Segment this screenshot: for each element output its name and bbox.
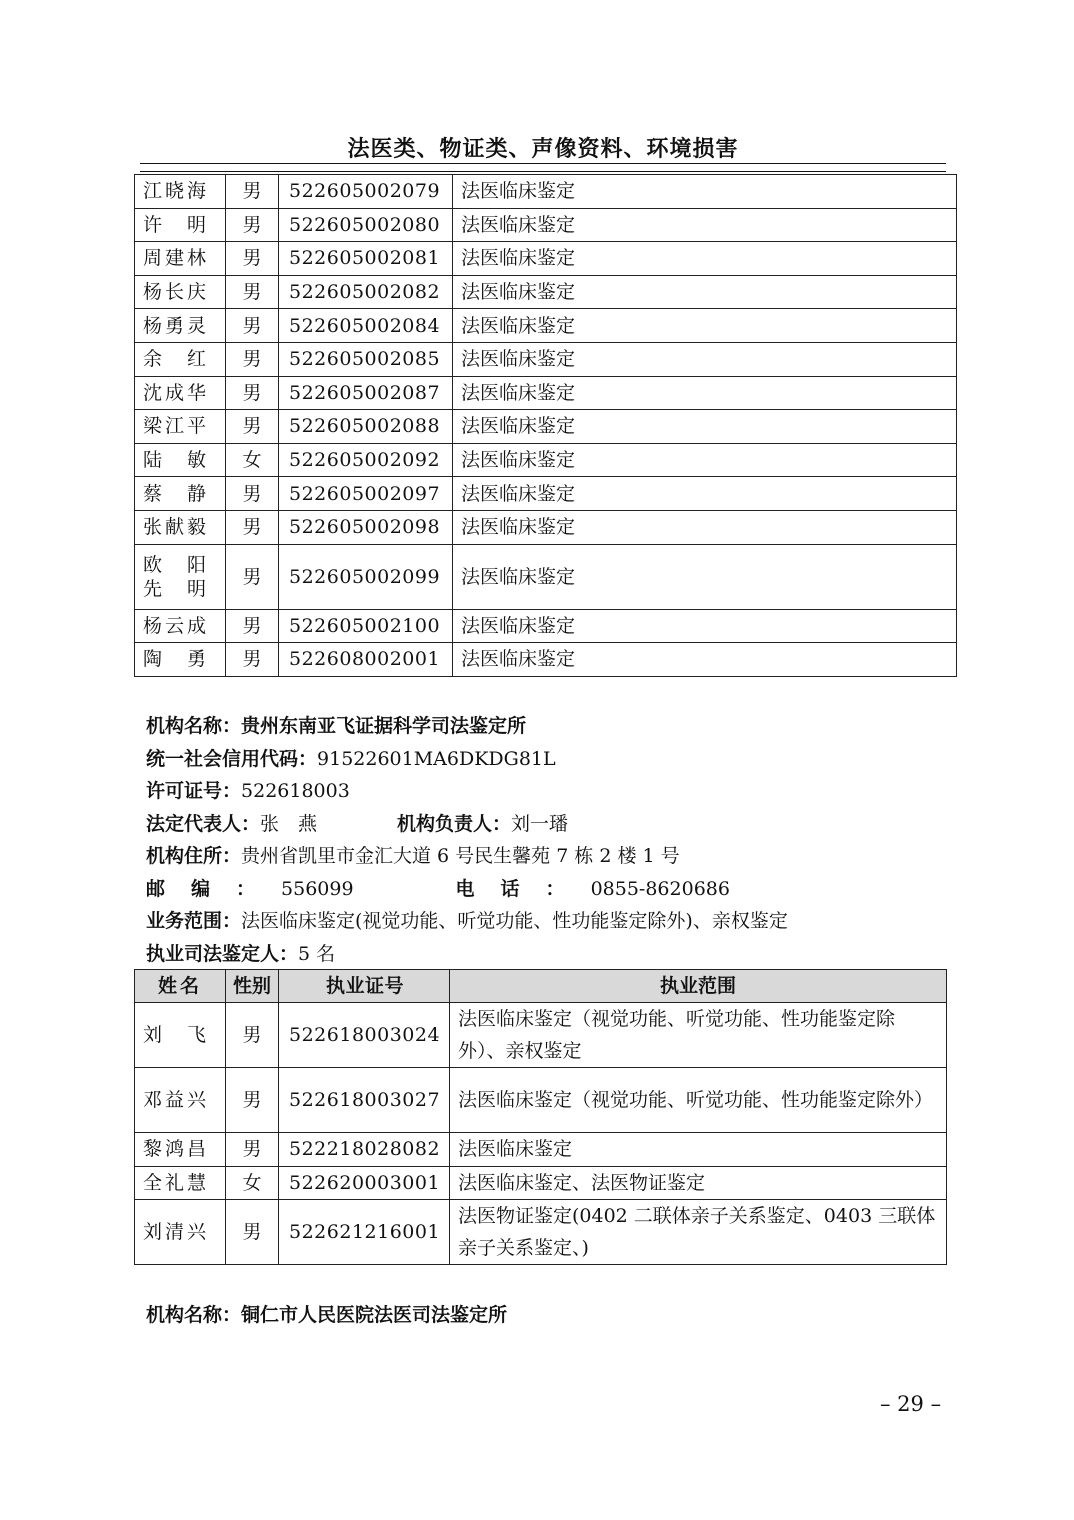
cell-cert: 522618003027 bbox=[279, 1068, 450, 1133]
cell-name: 江晓海 bbox=[135, 175, 226, 209]
cell-gender: 男 bbox=[226, 609, 279, 643]
cell-name: 邓益兴 bbox=[135, 1068, 226, 1133]
cell-name: 黎鸿昌 bbox=[135, 1133, 226, 1167]
cell-name: 陶 勇 bbox=[135, 643, 226, 677]
appraisers-count-line bbox=[146, 938, 966, 971]
cell-gender: 男 bbox=[226, 309, 279, 343]
cell-scope: 法医临床鉴定 bbox=[453, 477, 957, 511]
credit-code-line bbox=[146, 743, 966, 776]
table-row bbox=[135, 242, 957, 276]
cell-cert: 522605002082 bbox=[279, 275, 453, 309]
cell-scope: 法医临床鉴定 bbox=[453, 643, 957, 677]
credit-code: 91522601MA6DKDG81L bbox=[317, 747, 556, 770]
table-row bbox=[135, 609, 957, 643]
business-scope: 法医临床鉴定(视觉功能、听觉功能、性功能鉴定除外)、亲权鉴定 bbox=[241, 910, 788, 932]
cell-gender: 男 bbox=[226, 643, 279, 677]
cell-name: 全礼慧 bbox=[135, 1166, 226, 1200]
cell-cert: 522605002081 bbox=[279, 242, 453, 276]
cell-scope: 法医临床鉴定、法医物证鉴定 bbox=[450, 1166, 947, 1200]
cell-cert: 522621216001 bbox=[279, 1200, 450, 1265]
table-row bbox=[135, 410, 957, 444]
cell-cert: 522605002087 bbox=[279, 376, 453, 410]
cell-cert: 522605002100 bbox=[279, 609, 453, 643]
license-number: 522618003 bbox=[241, 780, 350, 802]
page-number: – 29 – bbox=[880, 1392, 942, 1416]
table-row bbox=[135, 275, 957, 309]
cell-gender: 男 bbox=[226, 477, 279, 511]
cell-cert: 522605002099 bbox=[279, 544, 453, 609]
cell-cert: 522605002088 bbox=[279, 410, 453, 444]
cell-gender: 男 bbox=[226, 1133, 279, 1167]
cell-name: 刘 飞 bbox=[135, 1003, 226, 1068]
cell-scope: 法医临床鉴定 bbox=[453, 510, 957, 544]
cell-cert: 522605002097 bbox=[279, 477, 453, 511]
header-rule-top bbox=[140, 163, 946, 164]
cell-gender: 女 bbox=[226, 1166, 279, 1200]
cell-cert: 522218028082 bbox=[279, 1133, 450, 1167]
cell-gender: 男 bbox=[226, 208, 279, 242]
head-label: 机构负责人： bbox=[397, 812, 512, 835]
cell-cert: 522605002084 bbox=[279, 309, 453, 343]
cell-gender: 男 bbox=[226, 1200, 279, 1265]
cell-cert: 522605002080 bbox=[279, 208, 453, 242]
credit-code-label: 统一社会信用代码： bbox=[146, 747, 318, 770]
cell-gender: 男 bbox=[226, 242, 279, 276]
appraisers-count: 5 名 bbox=[298, 942, 336, 965]
cell-gender: 男 bbox=[226, 1003, 279, 1068]
cell-name: 许 明 bbox=[135, 208, 226, 242]
appraiser-table-continued bbox=[134, 174, 957, 677]
cell-scope: 法医临床鉴定 bbox=[450, 1133, 947, 1167]
cell-scope: 法医临床鉴定 bbox=[453, 275, 957, 309]
cell-scope: 法医临床鉴定 bbox=[453, 443, 957, 477]
cell-cert: 522605002098 bbox=[279, 510, 453, 544]
address-label: 机构住所： bbox=[146, 845, 242, 867]
postcode: 556099 bbox=[281, 877, 354, 900]
column-header-scope: 执业范围 bbox=[450, 970, 947, 1003]
cell-gender: 男 bbox=[226, 410, 279, 444]
table-row bbox=[135, 1166, 947, 1200]
legal-rep-label: 法定代表人： bbox=[146, 812, 261, 835]
phone: 0855-8620686 bbox=[590, 877, 730, 900]
cell-gender: 男 bbox=[226, 510, 279, 544]
legal-rep: 张 燕 bbox=[260, 812, 318, 835]
cell-gender: 男 bbox=[226, 275, 279, 309]
institution-name-label: 机构名称： bbox=[146, 715, 242, 737]
cell-name: 蔡 静 bbox=[135, 477, 226, 511]
business-scope-line bbox=[146, 905, 966, 938]
table-row bbox=[135, 643, 957, 677]
cell-scope: 法医临床鉴定 bbox=[453, 208, 957, 242]
table-row bbox=[135, 1133, 947, 1167]
contact-line bbox=[146, 873, 966, 906]
cell-name: 杨勇灵 bbox=[135, 309, 226, 343]
cell-gender: 男 bbox=[226, 342, 279, 376]
next-institution-name: 铜仁市人民医院法医司法鉴定所 bbox=[241, 1304, 508, 1326]
column-header-gender: 性别 bbox=[226, 970, 279, 1003]
cell-gender: 男 bbox=[226, 376, 279, 410]
table-row bbox=[135, 477, 957, 511]
license-label: 许可证号： bbox=[146, 780, 242, 802]
cell-scope: 法医临床鉴定 bbox=[453, 410, 957, 444]
license-line bbox=[146, 775, 966, 808]
head-name: 刘一璠 bbox=[511, 812, 569, 835]
cell-name: 张献毅 bbox=[135, 510, 226, 544]
cell-cert: 522605002092 bbox=[279, 443, 453, 477]
cell-name bbox=[135, 544, 226, 609]
cell-name: 梁江平 bbox=[135, 410, 226, 444]
cell-name: 杨长庆 bbox=[135, 275, 226, 309]
table-row bbox=[135, 443, 957, 477]
cell-cert: 522608002001 bbox=[279, 643, 453, 677]
cell-cert: 522605002079 bbox=[279, 175, 453, 209]
postcode-label: 邮编： bbox=[146, 877, 282, 900]
cell-name: 杨云成 bbox=[135, 609, 226, 643]
cell-cert: 522605002085 bbox=[279, 342, 453, 376]
header-rule-bottom bbox=[140, 171, 946, 172]
cell-scope: 法医临床鉴定（视觉功能、听觉功能、性功能鉴定除外） bbox=[450, 1068, 947, 1133]
cell-cert: 522618003024 bbox=[279, 1003, 450, 1068]
table-row bbox=[135, 175, 957, 209]
table-row bbox=[135, 544, 957, 609]
cell-scope: 法医临床鉴定 bbox=[453, 342, 957, 376]
cell-scope: 法医临床鉴定（视觉功能、听觉功能、性功能鉴定除外）、亲权鉴定 bbox=[450, 1003, 947, 1068]
institution-info bbox=[146, 710, 966, 970]
appraiser-table bbox=[134, 969, 947, 1265]
next-institution-label: 机构名称： bbox=[146, 1304, 242, 1326]
cell-gender: 女 bbox=[226, 443, 279, 477]
table-row bbox=[135, 1003, 947, 1068]
cell-name: 刘清兴 bbox=[135, 1200, 226, 1265]
cell-name: 余 红 bbox=[135, 342, 226, 376]
table-row bbox=[135, 342, 957, 376]
table-row bbox=[135, 309, 957, 343]
cell-name-line2: 先 明 bbox=[143, 577, 210, 600]
cell-name: 沈成华 bbox=[135, 376, 226, 410]
cell-name-line1: 欧 阳 bbox=[143, 553, 210, 576]
cell-gender: 男 bbox=[226, 544, 279, 609]
cell-gender: 男 bbox=[226, 1068, 279, 1133]
column-header-cert: 执业证号 bbox=[279, 970, 450, 1003]
address-line bbox=[146, 840, 966, 873]
table-header-row bbox=[135, 970, 947, 1003]
cell-cert: 522620003001 bbox=[279, 1166, 450, 1200]
cell-scope: 法医临床鉴定 bbox=[453, 242, 957, 276]
table-row bbox=[135, 510, 957, 544]
table-row bbox=[135, 208, 957, 242]
page-header-title: 法医类、物证类、声像资料、环境损害 bbox=[347, 137, 739, 162]
cell-scope: 法医临床鉴定 bbox=[453, 309, 957, 343]
institution-name: 贵州东南亚飞证据科学司法鉴定所 bbox=[241, 715, 527, 737]
table-row bbox=[135, 1068, 947, 1133]
address: 贵州省凯里市金汇大道 6 号民生馨苑 7 栋 2 楼 1 号 bbox=[241, 845, 680, 867]
next-institution-line bbox=[146, 1300, 507, 1327]
table-row bbox=[135, 376, 957, 410]
representative-line bbox=[146, 808, 966, 841]
cell-gender: 男 bbox=[226, 175, 279, 209]
appraisers-count-label: 执业司法鉴定人： bbox=[146, 942, 299, 965]
cell-scope: 法医物证鉴定(0402 二联体亲子关系鉴定、0403 三联体亲子关系鉴定、) bbox=[450, 1200, 947, 1265]
column-header-name: 姓名 bbox=[135, 970, 226, 1003]
institution-name-line bbox=[146, 710, 966, 743]
cell-name: 陆 敏 bbox=[135, 443, 226, 477]
cell-scope: 法医临床鉴定 bbox=[453, 609, 957, 643]
cell-name: 周建林 bbox=[135, 242, 226, 276]
business-scope-label: 业务范围： bbox=[146, 910, 242, 932]
cell-scope: 法医临床鉴定 bbox=[453, 544, 957, 609]
phone-label: 电话： bbox=[455, 877, 591, 900]
cell-scope: 法医临床鉴定 bbox=[453, 175, 957, 209]
cell-scope: 法医临床鉴定 bbox=[453, 376, 957, 410]
table-row bbox=[135, 1200, 947, 1265]
